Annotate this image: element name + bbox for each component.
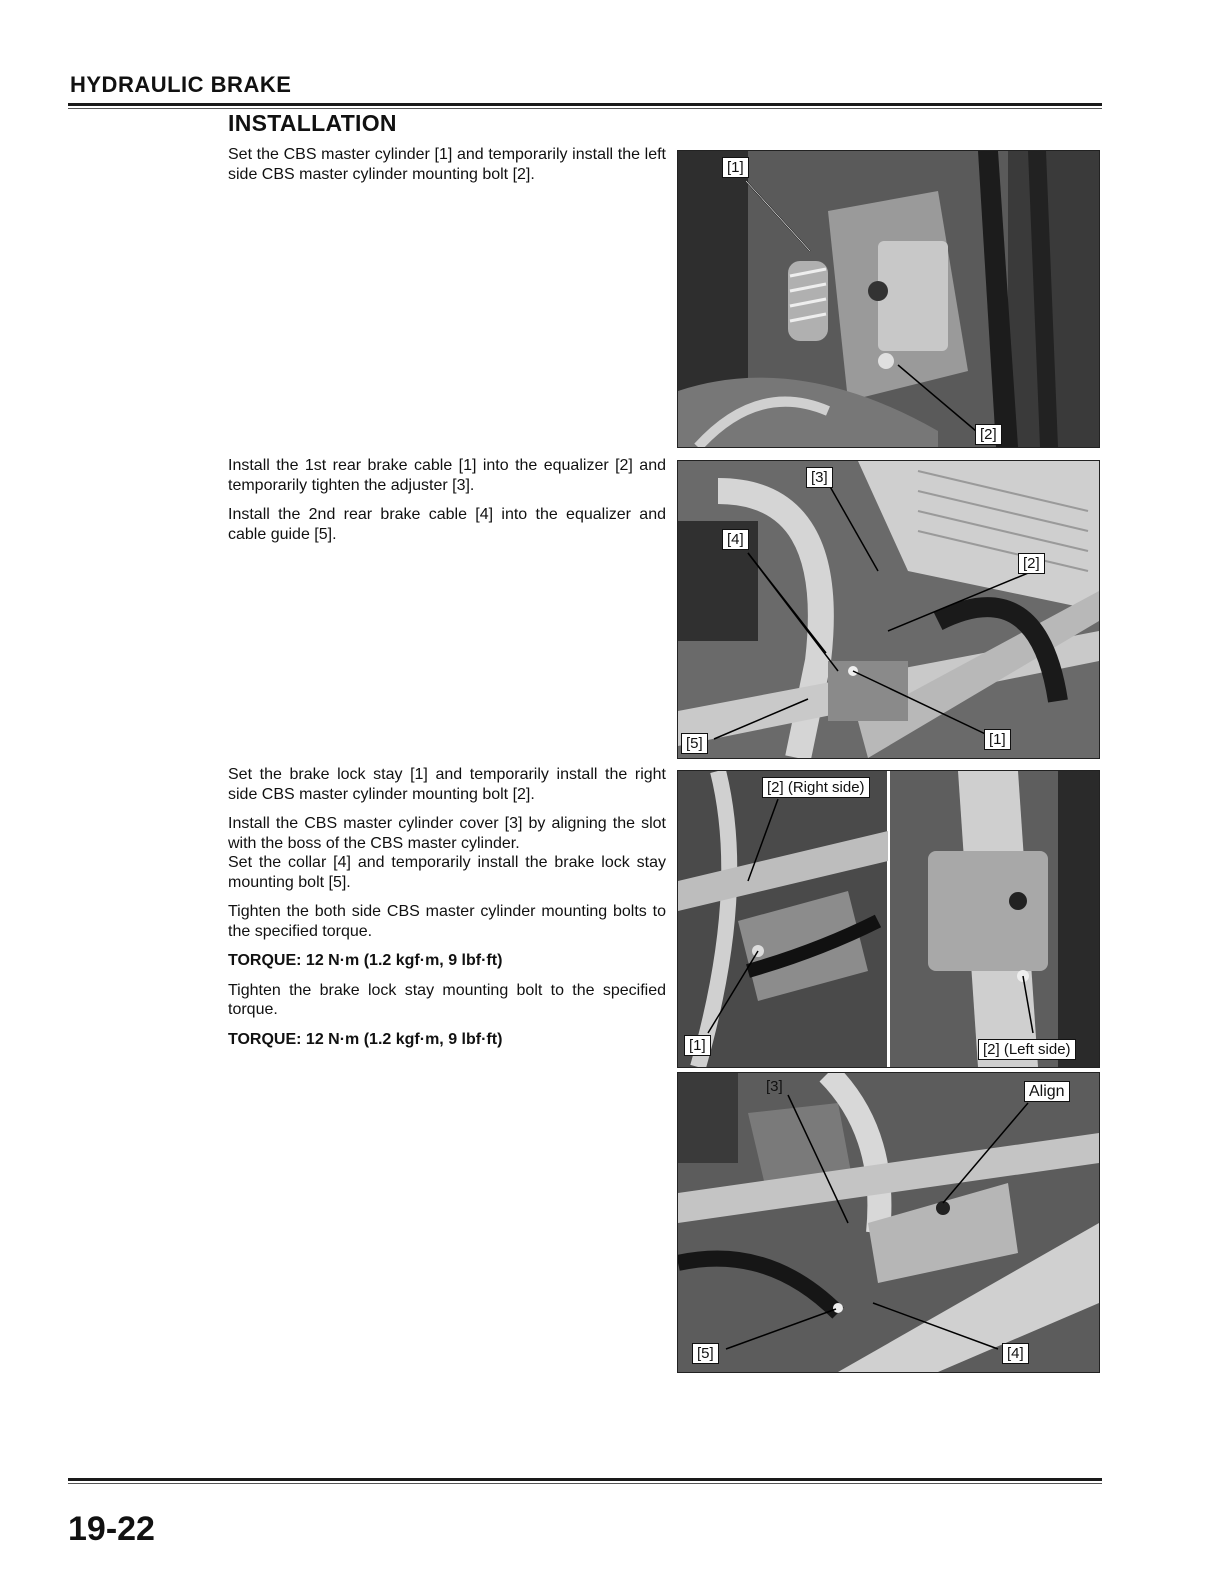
step-3-paragraph-1: Set the brake lock stay [1] and temporarily install the right side CBS master cylinder mounting bolt [2]. xyxy=(228,766,666,803)
callout-2: [2] xyxy=(975,424,1002,445)
callout-1b: [1] xyxy=(984,729,1011,750)
torque-spec-2: TORQUE: 12 N·m (1.2 kgf·m, 9 lbf·ft) xyxy=(228,1030,503,1048)
torque-spec-1: TORQUE: 12 N·m (1.2 kgf·m, 9 lbf·ft) xyxy=(228,952,503,969)
step-3-paragraph-2: Install the CBS master cylinder cover [3] by aligning the slot with the boss of the CBS master cylinder. xyxy=(228,815,666,852)
header-rule-thin xyxy=(68,108,1102,109)
step-2-text xyxy=(228,456,666,554)
callout-3b: [3] xyxy=(766,1078,783,1095)
callout-4: [4] xyxy=(722,529,749,550)
page-number: 19-22 xyxy=(68,1510,155,1548)
callout-4b: [4] xyxy=(1002,1343,1029,1364)
step-3-paragraph-5: Tighten the brake lock stay mounting bolt to the specified torque. xyxy=(228,981,666,1018)
callout-2b: [2] xyxy=(1018,553,1045,574)
section-title: HYDRAULIC BRAKE xyxy=(70,72,292,97)
photo-cbs-master-cylinder xyxy=(677,150,1100,448)
footer-rule-thin xyxy=(68,1483,1102,1484)
callout-2-left-side: [2] (Left side) xyxy=(978,1039,1076,1060)
step-3-paragraph-4: Tighten the both side CBS master cylinder mounting bolts to the specified torque. xyxy=(228,903,666,940)
callout-5b: [5] xyxy=(692,1343,719,1364)
footer-rule xyxy=(68,1478,1102,1481)
callout-5: [5] xyxy=(681,733,708,754)
subsection-title: INSTALLATION xyxy=(228,110,397,136)
step-2-paragraph-2: Install the 2nd rear brake cable [4] into the equalizer and cable guide [5]. xyxy=(228,506,666,543)
callout-3: [3] xyxy=(806,467,833,488)
header-rule xyxy=(68,103,1102,106)
callout-1c: [1] xyxy=(684,1035,711,1056)
callout-2-right-side: [2] (Right side) xyxy=(762,777,870,798)
step-2-paragraph-1: Install the 1st rear brake cable [1] into the equalizer [2] and temporarily tighten the adjuster [3]. xyxy=(228,457,666,494)
callout-1: [1] xyxy=(722,157,749,178)
step-1-paragraph-1: Set the CBS master cylinder [1] and temporarily install the left side CBS master cylinder mounting bolt [2]. xyxy=(228,146,666,183)
step-3-text xyxy=(228,765,666,1059)
photo-cbs-cover-collar xyxy=(677,1072,1100,1373)
photo-rear-brake-cables xyxy=(677,460,1100,759)
photo-brake-lock-stay xyxy=(677,770,1100,1068)
callout-align: Align xyxy=(1024,1081,1070,1102)
step-1-text xyxy=(228,145,666,194)
step-3-paragraph-3: Set the collar [4] and temporarily install the brake lock stay mounting bolt [5]. xyxy=(228,854,666,891)
